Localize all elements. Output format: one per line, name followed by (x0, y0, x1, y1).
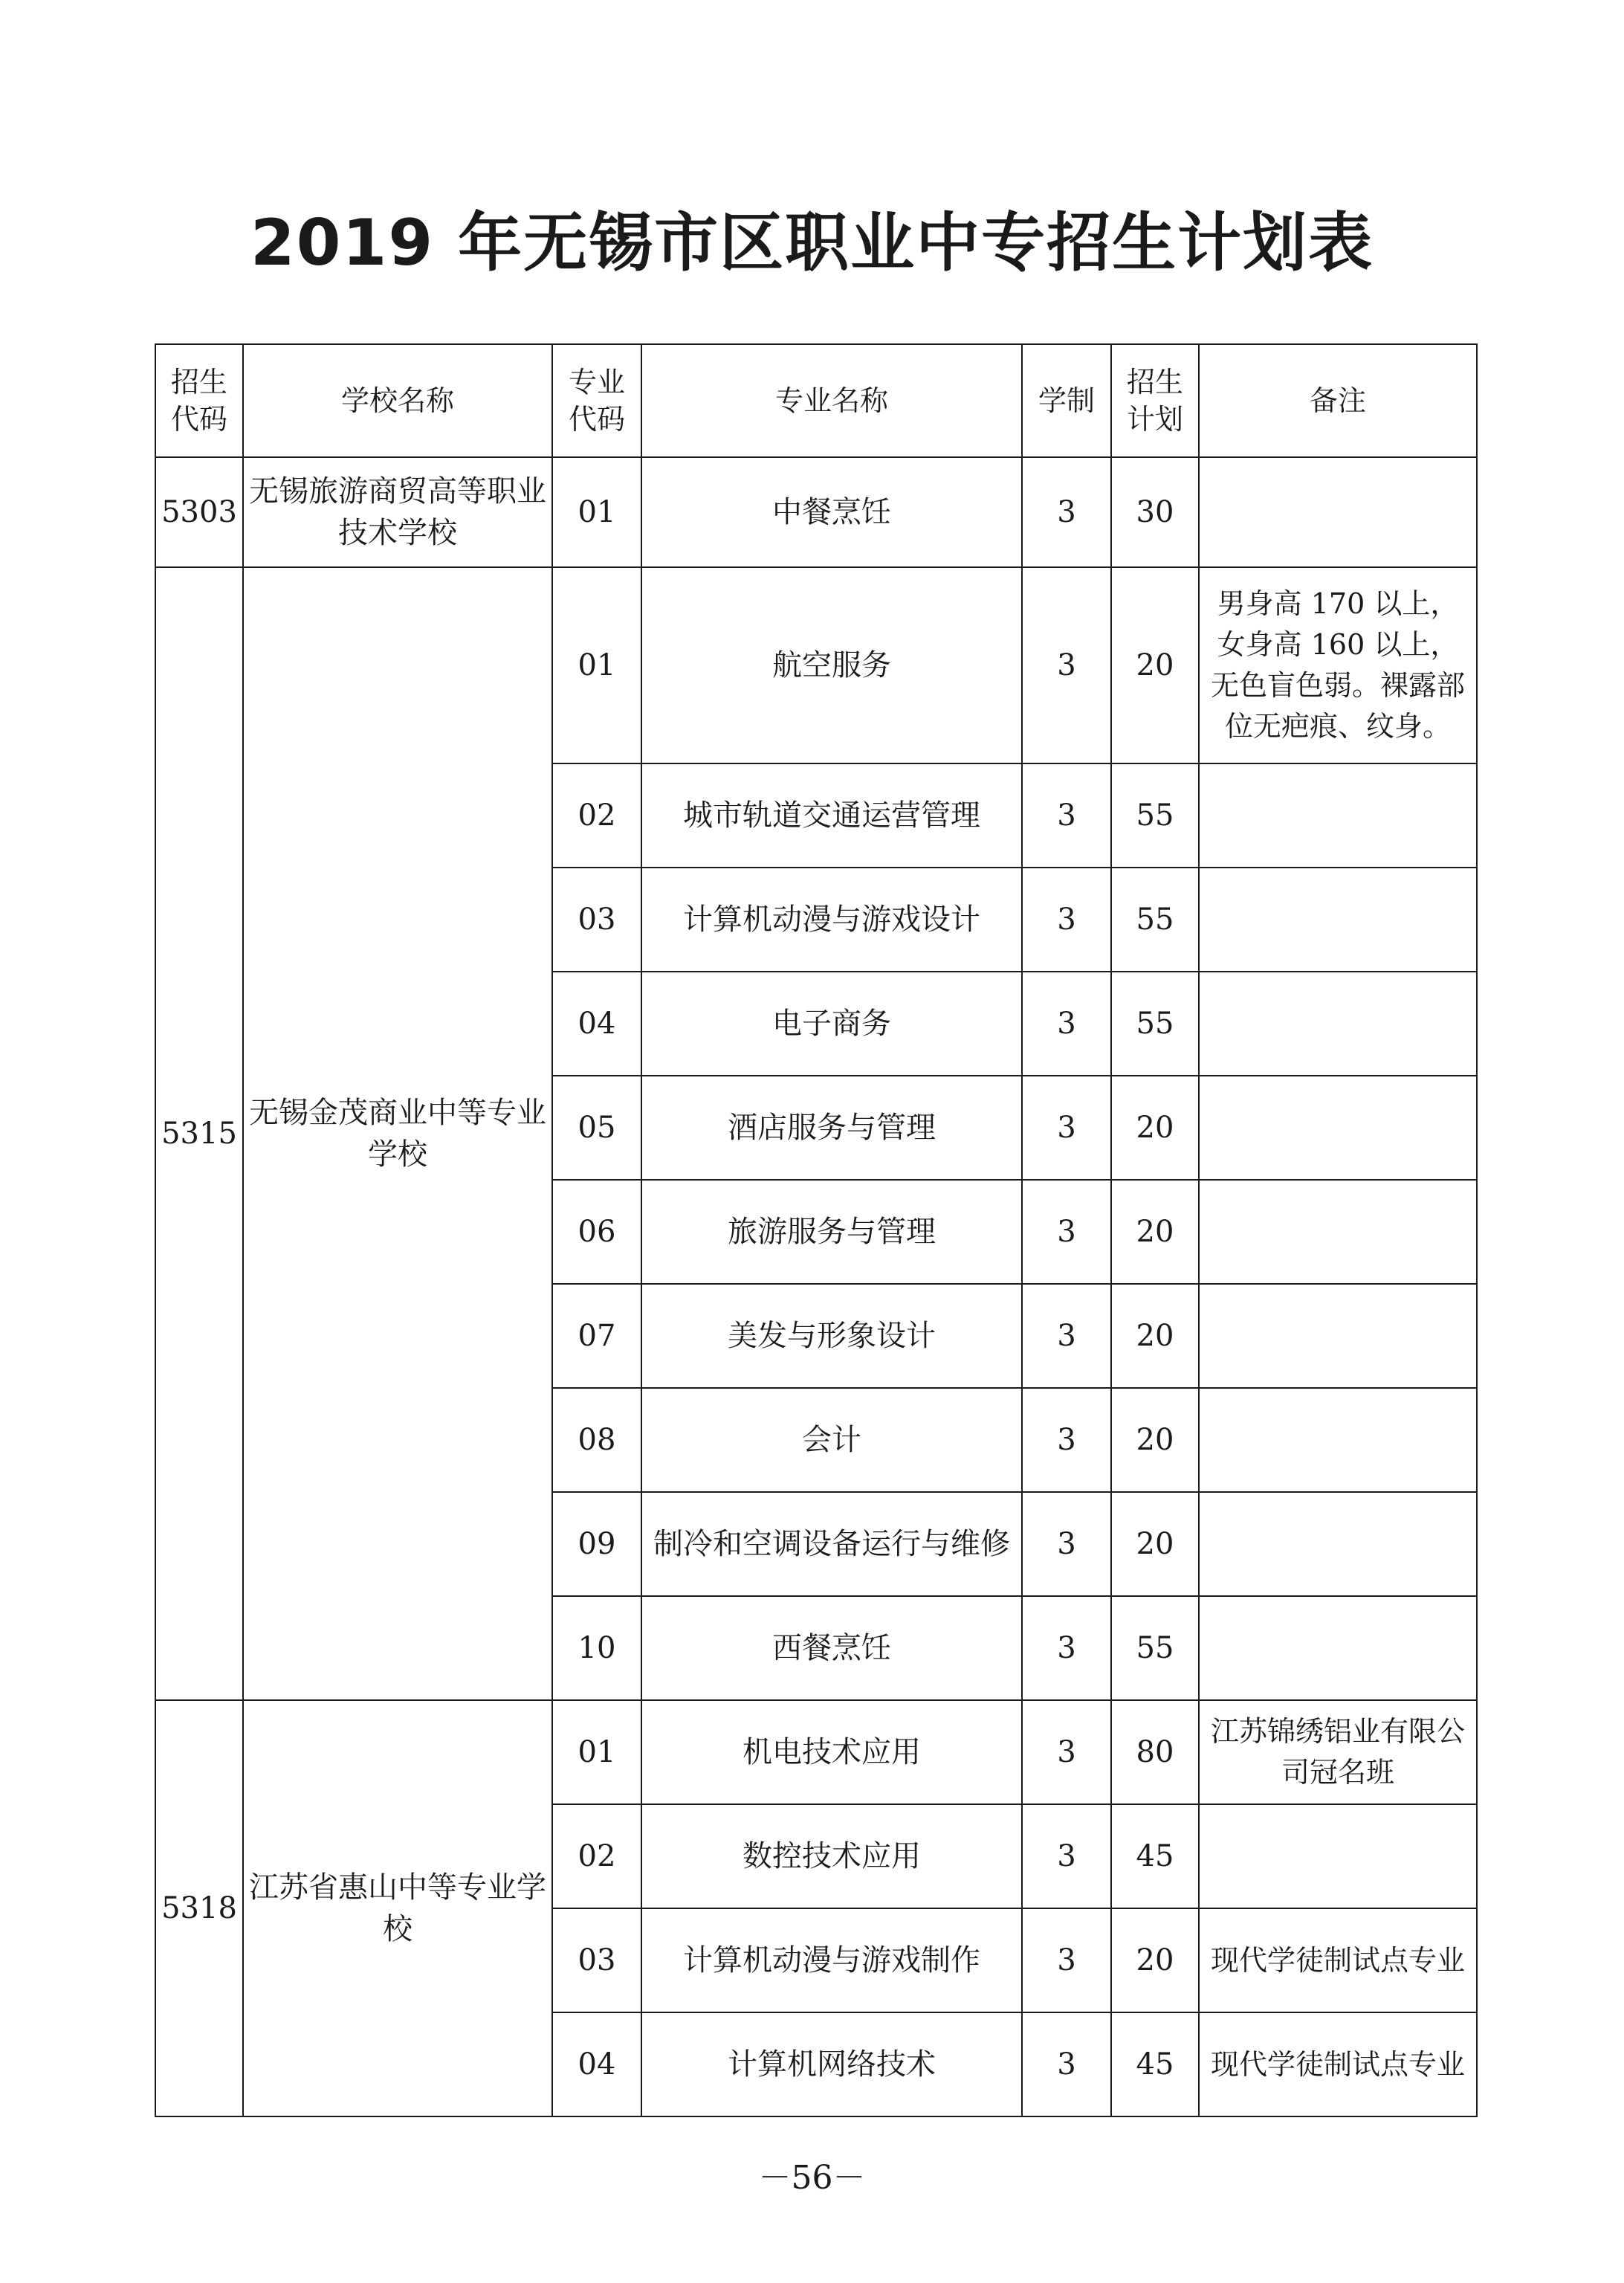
remark-cell (1199, 763, 1477, 868)
major-code-cell: 02 (552, 1804, 641, 1908)
major-name-cell: 制冷和空调设备运行与维修 (641, 1492, 1022, 1596)
major-code-cell: 03 (552, 1908, 641, 2012)
page-title: 2019 年无锡市区职业中专招生计划表 (250, 206, 1374, 280)
duration-cell: 3 (1022, 2012, 1111, 2116)
duration-cell: 3 (1022, 1076, 1111, 1180)
plan-cell: 30 (1111, 457, 1199, 567)
plan-cell: 55 (1111, 868, 1199, 972)
plan-cell: 20 (1111, 567, 1199, 763)
remark-cell: 现代学徒制试点专业 (1199, 1908, 1477, 2012)
major-name-cell: 酒店服务与管理 (641, 1076, 1022, 1180)
header-major-name: 专业名称 (641, 344, 1022, 457)
remark-cell (1199, 1596, 1477, 1700)
remark-cell (1199, 1076, 1477, 1180)
major-code-cell: 02 (552, 763, 641, 868)
duration-cell: 3 (1022, 1908, 1111, 2012)
enrollment-plan-table (155, 343, 1478, 2117)
duration-cell: 3 (1022, 1492, 1111, 1596)
table-row (155, 1700, 1477, 1804)
school-name-cell: 无锡金茂商业中等专业学校 (243, 567, 552, 1700)
duration-cell: 3 (1022, 1804, 1111, 1908)
school-name-cell: 无锡旅游商贸高等职业技术学校 (243, 457, 552, 567)
remark-cell (1199, 1284, 1477, 1388)
major-name-cell: 西餐烹饪 (641, 1596, 1022, 1700)
major-name-cell: 计算机动漫与游戏制作 (641, 1908, 1022, 2012)
remark-cell (1199, 1388, 1477, 1492)
plan-cell: 45 (1111, 2012, 1199, 2116)
plan-cell: 45 (1111, 1804, 1199, 1908)
remark-cell (1199, 1804, 1477, 1908)
remark-cell (1199, 1180, 1477, 1284)
remark-cell: 男身高 170 以上，女身高 160 以上，无色盲色弱。裸露部位无疤痕、纹身。 (1199, 567, 1477, 763)
school-code-cell: 5315 (155, 567, 243, 1700)
header-remark: 备注 (1199, 344, 1477, 457)
major-name-cell: 旅游服务与管理 (641, 1180, 1022, 1284)
plan-cell: 20 (1111, 1908, 1199, 2012)
duration-cell: 3 (1022, 1388, 1111, 1492)
page-number: －56－ (758, 2159, 866, 2197)
remark-cell: 现代学徒制试点专业 (1199, 2012, 1477, 2116)
major-code-cell: 06 (552, 1180, 641, 1284)
duration-cell: 3 (1022, 457, 1111, 567)
major-code-cell: 08 (552, 1388, 641, 1492)
major-name-cell: 会计 (641, 1388, 1022, 1492)
header-row (155, 344, 1477, 457)
major-code-cell: 09 (552, 1492, 641, 1596)
header-plan: 招生计划 (1111, 344, 1199, 457)
major-code-cell: 07 (552, 1284, 641, 1388)
major-code-cell: 03 (552, 868, 641, 972)
duration-cell: 3 (1022, 763, 1111, 868)
duration-cell: 3 (1022, 567, 1111, 763)
school-code-cell: 5303 (155, 457, 243, 567)
major-code-cell: 04 (552, 972, 641, 1076)
major-code-cell: 10 (552, 1596, 641, 1700)
major-name-cell: 数控技术应用 (641, 1804, 1022, 1908)
plan-cell: 20 (1111, 1180, 1199, 1284)
major-code-cell: 05 (552, 1076, 641, 1180)
school-name-cell: 江苏省惠山中等专业学校 (243, 1700, 552, 2116)
header-major-code: 专业代码 (552, 344, 641, 457)
major-name-cell: 计算机网络技术 (641, 2012, 1022, 2116)
plan-cell: 55 (1111, 763, 1199, 868)
plan-cell: 20 (1111, 1492, 1199, 1596)
plan-cell: 55 (1111, 972, 1199, 1076)
major-name-cell: 城市轨道交通运营管理 (641, 763, 1022, 868)
duration-cell: 3 (1022, 1700, 1111, 1804)
remark-cell (1199, 1492, 1477, 1596)
major-code-cell: 01 (552, 457, 641, 567)
major-name-cell: 计算机动漫与游戏设计 (641, 868, 1022, 972)
school-code-cell: 5318 (155, 1700, 243, 2116)
table-row (155, 457, 1477, 567)
major-code-cell: 04 (552, 2012, 641, 2116)
major-code-cell: 01 (552, 1700, 641, 1804)
table-row (155, 567, 1477, 763)
plan-cell: 20 (1111, 1388, 1199, 1492)
duration-cell: 3 (1022, 1596, 1111, 1700)
plan-cell: 80 (1111, 1700, 1199, 1804)
header-duration: 学制 (1022, 344, 1111, 457)
remark-cell: 江苏锦绣铝业有限公司冠名班 (1199, 1700, 1477, 1804)
major-name-cell: 中餐烹饪 (641, 457, 1022, 567)
major-code-cell: 01 (552, 567, 641, 763)
header-school-code: 招生代码 (155, 344, 243, 457)
duration-cell: 3 (1022, 868, 1111, 972)
major-name-cell: 航空服务 (641, 567, 1022, 763)
duration-cell: 3 (1022, 972, 1111, 1076)
major-name-cell: 电子商务 (641, 972, 1022, 1076)
duration-cell: 3 (1022, 1180, 1111, 1284)
plan-cell: 20 (1111, 1284, 1199, 1388)
plan-cell: 55 (1111, 1596, 1199, 1700)
remark-cell (1199, 457, 1477, 567)
duration-cell: 3 (1022, 1284, 1111, 1388)
remark-cell (1199, 972, 1477, 1076)
major-name-cell: 美发与形象设计 (641, 1284, 1022, 1388)
remark-cell (1199, 868, 1477, 972)
major-name-cell: 机电技术应用 (641, 1700, 1022, 1804)
header-school-name: 学校名称 (243, 344, 552, 457)
plan-cell: 20 (1111, 1076, 1199, 1180)
